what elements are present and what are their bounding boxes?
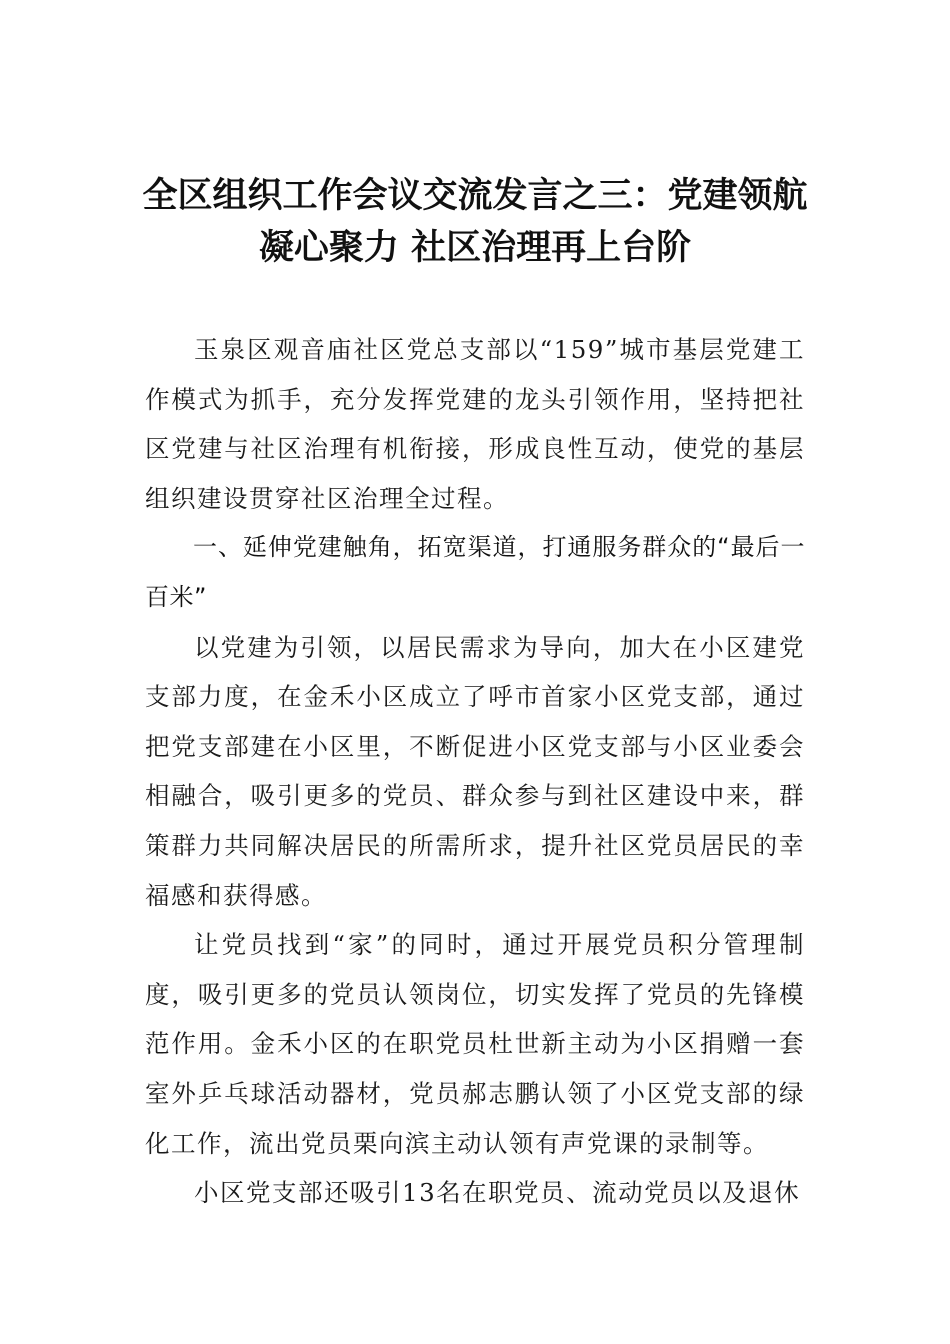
document-body: [145, 325, 805, 1218]
paragraph-party-branch: 以党建为引领，以居民需求为导向，加大在小区建党支部力度，在金禾小区成立了呼市首家小区党支部，通过把党支部建在小区里，不断促进小区党支部与小区业委会相融合，吸引更多的党员、群众参与到社区建设中来，群策群力共同解决居民的所需所求，提升社区党员居民的幸福感和获得感。: [145, 632, 805, 910]
section-heading-1: 一、延伸党建触角，拓宽渠道，打通服务群众的“最后一百米”: [145, 533, 805, 611]
document-title: 全区组织工作会议交流发言之三：党建领航凝心聚力 社区治理再上台阶: [142, 176, 808, 268]
paragraph-intro: 玉泉区观音庙社区党总支部以“159”城市基层党建工作模式为抓手，充分发挥党建的龙头引领作用，坚持把社区党建与社区治理有机衔接，形成良性互动，使党的基层组织建设贯穿社区治理全过程。: [145, 335, 805, 513]
paragraph-party-members: 让党员找到“家”的同时，通过开展党员积分管理制度，吸引更多的党员认领岗位，切实发挥了党员的先锋模范作用。金禾小区的在职党员杜世新主动为小区捐赠一套室外乒乓球活动器材，党员郝志鹏认领了小区党支部的绿化工作，流出党员栗向滨主动认领有声党课的录制等。: [145, 930, 805, 1158]
paragraph-continued: 小区党支部还吸引13名在职党员、流动党员以及退休: [194, 1178, 801, 1208]
